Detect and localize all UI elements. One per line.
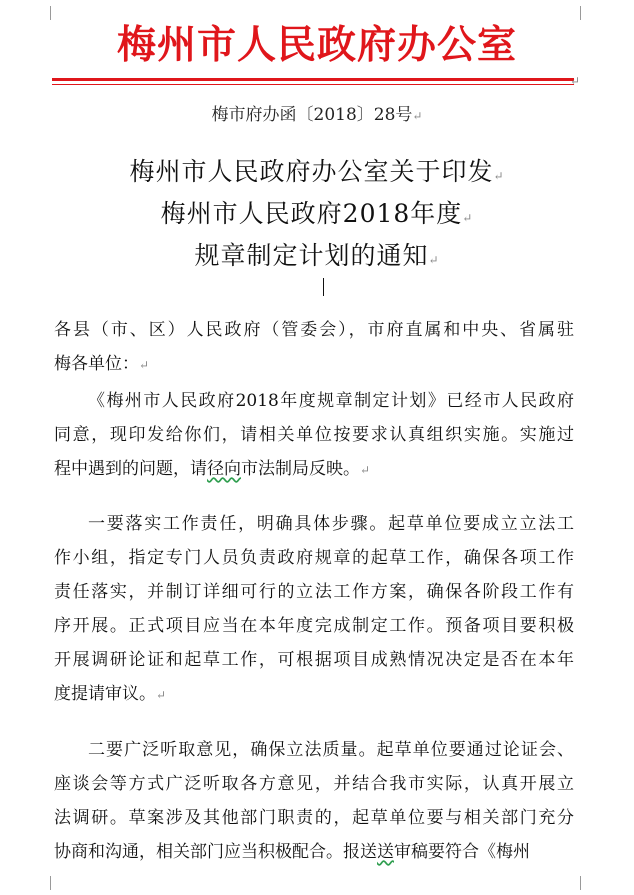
grammar-check-underline[interactable]: 径向	[207, 459, 241, 479]
text-line: 座谈会等方式广泛听取各方意见，并结合我市实际，认真开展立	[54, 774, 574, 794]
title-line-2[interactable]: 梅州市人民政府2018年度↵	[160, 199, 474, 228]
intro-paragraph[interactable]	[54, 384, 574, 486]
text-line: 度提请审议。↵	[54, 684, 167, 704]
crop-mark-bottom-left	[36, 876, 51, 890]
document-number[interactable]: 梅市府办函〔2018〕28号↵	[211, 105, 423, 125]
salutation-paragraph[interactable]	[54, 313, 574, 381]
text-line: 责任落实，并制订详细可行的立法工作方案，确保各阶段工作有	[54, 582, 574, 602]
text-line: 《梅州市人民政府2018年度规章制定计划》已经市人民政府	[88, 391, 574, 411]
text-line: 同意，现印发给你们，请相关单位按要求认真组织实施。实施过	[54, 425, 574, 445]
paragraph-mark-icon: ↵	[570, 74, 581, 88]
point-1-paragraph[interactable]	[54, 507, 574, 711]
paragraph-mark-icon: ↵	[360, 463, 371, 477]
text-line: 各县（市、区）人民政府（管委会），市府直属和中央、省属驻	[54, 320, 574, 340]
paragraph-mark-icon: ↵	[428, 253, 440, 267]
text-line: 一要落实工作责任，明确具体步骤。起草单位要成立立法工	[88, 514, 574, 534]
crop-mark-bottom-right	[580, 876, 595, 890]
point-2-paragraph[interactable]	[54, 733, 574, 869]
issuer-header: 梅州市人民政府办公室	[116, 23, 517, 68]
text-line: 梅各单位：↵	[54, 354, 150, 374]
text-line: 开展调研论证和起草工作，可根据项目成熟情况决定是否在本年	[54, 650, 574, 670]
text-cursor	[323, 278, 324, 296]
paragraph-mark-icon: ↵	[493, 169, 505, 183]
paragraph-mark-icon: ↵	[156, 688, 167, 702]
title-line-3[interactable]: 规章制定计划的通知↵	[194, 241, 440, 270]
text-line: 二要广泛听取意见，确保立法质量。起草单位要通过论证会、	[88, 740, 574, 760]
text-line: 作小组，指定专门人员负责政府规章的起草工作，确保各项工作	[54, 548, 574, 568]
text-line: 序开展。正式项目应当在本年度完成制定工作。预备项目要积极	[54, 616, 574, 636]
thin-header-rule	[52, 84, 574, 85]
paragraph-mark-icon: ↵	[139, 358, 150, 372]
red-header-rule	[52, 78, 574, 81]
paragraph-mark-icon: ↵	[412, 109, 423, 123]
paragraph-mark-icon: ↵	[462, 211, 474, 225]
grammar-check-underline[interactable]: 送	[377, 842, 394, 862]
text-line: 法调研。草案涉及其他部门职责的，起草单位要与相关部门充分	[54, 808, 574, 828]
text-line: 协商和沟通，相关部门应当积极配合。报送送审稿要符合《梅州	[54, 842, 530, 862]
title-line-1[interactable]: 梅州市人民政府办公室关于印发↵	[129, 157, 505, 186]
text-line: 程中遇到的问题，请径向市法制局反映。↵	[54, 459, 371, 479]
